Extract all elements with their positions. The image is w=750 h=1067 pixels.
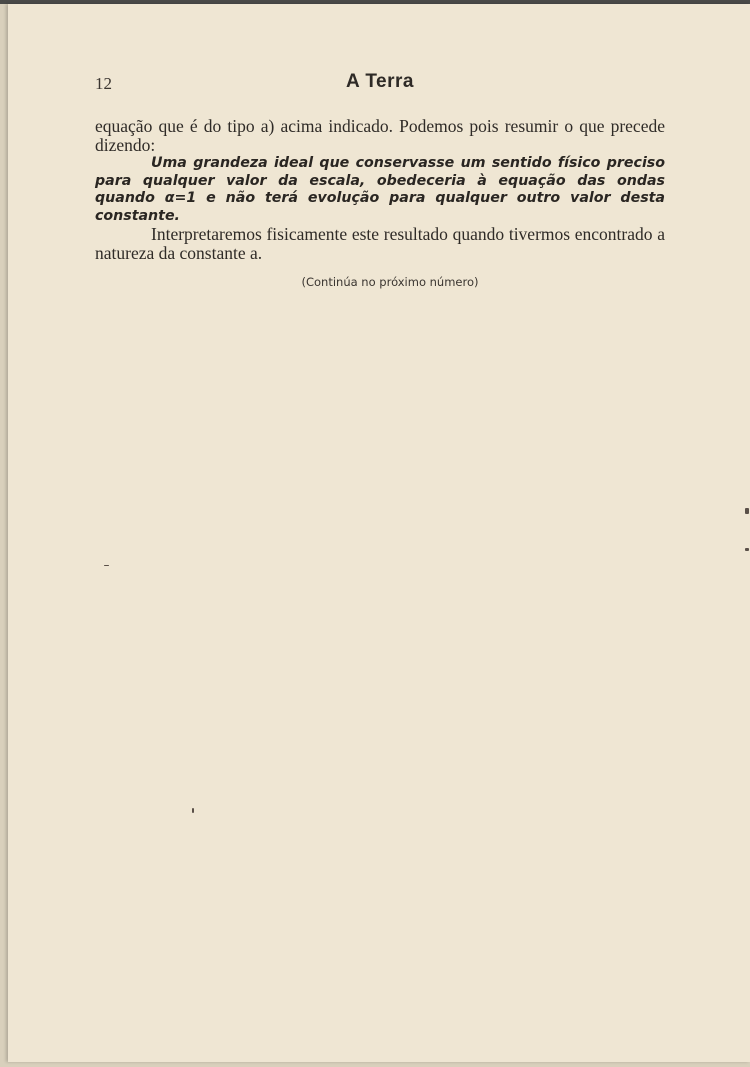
paragraph-interpretation: Interpretaremos fisicamente este resultado quando tivermos encontrado a natureza da constante a. (95, 224, 665, 263)
italic-statement: Uma grandeza ideal que conservasse um sentido físico preciso para qualquer valor da escala, obedeceria à equação das ondas quando α=1 e não terá evolução para qualquer outro valor desta constante. (95, 155, 665, 224)
paper-speck (745, 548, 749, 551)
paper-speck (192, 808, 194, 813)
running-title: A Terra (346, 71, 414, 92)
paper-speck (104, 565, 109, 566)
article-body (95, 117, 665, 263)
continuation-note: (Continúa no próximo número) (301, 275, 479, 289)
paper-speck (745, 508, 749, 514)
paragraph-conclusion-intro: equação que é do tipo a) acima indicado. Podemos pois resumir o que precede dizendo: (95, 116, 665, 155)
page-number: 12 (95, 74, 112, 93)
